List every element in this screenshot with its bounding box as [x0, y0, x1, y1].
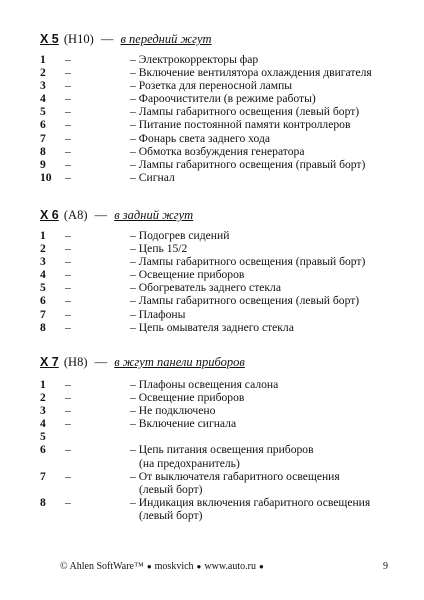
pin-description: – Включение сигнала [130, 417, 237, 431]
site-url: www.auto.ru [204, 561, 256, 572]
pin-number: 6 [40, 443, 46, 457]
heading-dash: — [94, 355, 108, 369]
pin-dash: – [65, 131, 71, 145]
pin-row [40, 145, 410, 158]
pin-row [40, 417, 410, 430]
pin-row [40, 378, 410, 391]
connector-alt-code: (H8) [63, 355, 88, 369]
pin-row [40, 105, 410, 118]
bullet-separator: ● [146, 562, 152, 571]
pin-dash: – [65, 105, 71, 119]
pin-number: 7 [40, 469, 46, 483]
harness-destination: в жгут панели приборов [114, 355, 245, 369]
pin-number: 6 [40, 294, 46, 308]
pin-row [40, 281, 410, 294]
pin-number: 5 [40, 430, 46, 444]
section-heading [40, 207, 410, 223]
heading-dash: — [100, 32, 114, 46]
pin-list [40, 378, 410, 523]
pin-number: 7 [40, 307, 46, 321]
section-x6 [40, 207, 410, 334]
connector-code: X 7 [40, 355, 59, 369]
pin-description: – Лампы габаритного освещения (правый борт) [130, 157, 366, 171]
connector-code: X 5 [40, 32, 59, 46]
pin-row [40, 255, 410, 268]
pin-number: 1 [40, 229, 46, 242]
pin-dash: – [65, 417, 71, 431]
pin-dash: – [65, 66, 71, 80]
pin-description: – Не подключено [130, 404, 216, 418]
pin-description: – Лампы габаритного освещения (левый борт) [130, 294, 360, 308]
pin-number: 2 [40, 242, 46, 256]
pin-description: – Фонарь света заднего хода [130, 131, 271, 145]
site-name: moskvich [154, 561, 194, 572]
pin-number: 5 [40, 281, 46, 295]
pin-number: 1 [40, 378, 46, 391]
pin-dash: – [65, 496, 71, 510]
pin-description: – Фароочистители (в режиме работы) [130, 92, 316, 106]
pin-row [40, 242, 410, 255]
pin-row [40, 79, 410, 92]
pin-description-continuation: (на предохранитель) [139, 456, 240, 470]
pin-dash: – [65, 118, 71, 132]
pin-dash: – [65, 157, 71, 171]
pin-dash: – [65, 242, 71, 256]
pin-dash: – [65, 79, 71, 93]
pin-number: 2 [40, 66, 46, 80]
pin-description: – Освещение приборов [130, 268, 245, 282]
bullet-separator: ● [196, 562, 202, 571]
pin-number: 9 [40, 157, 46, 171]
pin-row [40, 496, 410, 522]
pin-number: 2 [40, 391, 46, 405]
pin-number: 8 [40, 144, 46, 158]
pin-description: – Сигнал [130, 170, 175, 184]
pin-dash: – [65, 404, 71, 418]
pin-row [40, 321, 410, 334]
pin-number: 8 [40, 320, 46, 334]
pin-row [40, 308, 410, 321]
pin-description: – Плафоны [130, 307, 186, 321]
pin-description-continuation: (левый борт) [139, 482, 203, 496]
pin-dash: – [65, 320, 71, 334]
heading-dash: — [94, 208, 108, 222]
pin-row [40, 53, 410, 66]
pin-row [40, 229, 410, 242]
pin-dash: – [65, 255, 71, 269]
pin-row [40, 132, 410, 145]
pin-number: 4 [40, 417, 46, 431]
pin-description: – Цепь питания освещения приборов (на предохранитель) [130, 443, 314, 470]
pin-row [40, 443, 410, 469]
pin-description: – Освещение приборов [130, 391, 245, 405]
pin-dash: – [65, 268, 71, 282]
pin-description: – Лампы габаритного освещения (правый борт) [130, 255, 366, 269]
pin-number: 4 [40, 268, 46, 282]
pin-number: 10 [40, 170, 52, 184]
pin-dash: – [65, 229, 71, 242]
pin-row [40, 430, 410, 443]
footer-credits [60, 560, 267, 574]
pin-description: – Обмотка возбуждения генератора [130, 144, 305, 158]
pin-description: – Лампы габаритного освещения (левый борт) [130, 105, 360, 119]
pin-number: 5 [40, 105, 46, 119]
pin-row [40, 268, 410, 281]
pin-row [40, 294, 410, 307]
section-x7 [40, 354, 410, 523]
pin-row [40, 470, 410, 496]
pin-dash: – [65, 443, 71, 457]
connector-alt-code: (A8) [63, 208, 88, 222]
pin-row [40, 171, 410, 184]
pin-description: – Плафоны освещения салона [130, 378, 279, 391]
pin-dash: – [65, 170, 71, 184]
pin-row [40, 404, 410, 417]
section-heading [40, 354, 410, 370]
copyright-text: © Ahlen SoftWare™ [60, 561, 144, 572]
pin-description: – Подогрев сидений [130, 229, 230, 242]
pin-dash: – [65, 294, 71, 308]
pin-row [40, 66, 410, 79]
page-number: 9 [383, 561, 388, 572]
pin-number: 3 [40, 404, 46, 418]
pin-dash: – [65, 391, 71, 405]
pin-dash: – [65, 469, 71, 483]
pin-number: 7 [40, 131, 46, 145]
pin-dash: – [65, 144, 71, 158]
pin-description: – Цепь омывателя заднего стекла [130, 320, 294, 334]
section-x5 [40, 31, 410, 184]
pin-description: – Розетка для переносной лампы [130, 79, 293, 93]
pin-description: – Электрокорректоры фар [130, 53, 259, 66]
pin-row [40, 391, 410, 404]
pin-list [40, 229, 410, 334]
pin-dash: – [65, 53, 71, 66]
pin-number: 3 [40, 255, 46, 269]
pin-list [40, 53, 410, 184]
pin-description: – Цепь 15/2 [130, 242, 188, 256]
page-footer [0, 560, 424, 574]
pin-dash: – [65, 378, 71, 391]
pin-number: 8 [40, 496, 46, 510]
pin-number: 4 [40, 92, 46, 106]
pin-row [40, 158, 410, 171]
harness-destination: в передний жгут [120, 32, 212, 46]
harness-destination: в задний жгут [114, 208, 194, 222]
pin-dash: – [65, 307, 71, 321]
pin-description-continuation: (левый борт) [139, 509, 203, 523]
pin-description: – Питание постоянной памяти контроллеров [130, 118, 351, 132]
pin-row [40, 118, 410, 131]
pin-description: – Включение вентилятора охлаждения двигателя [130, 66, 372, 80]
bullet-separator: ● [258, 562, 264, 571]
pin-row [40, 92, 410, 105]
connector-alt-code: (H10) [63, 32, 94, 46]
pin-number: 3 [40, 79, 46, 93]
pin-number: 6 [40, 118, 46, 132]
pin-number: 1 [40, 53, 46, 66]
pin-description: – Индикация включения габаритного освещения (левый борт) [130, 496, 371, 523]
pin-dash: – [65, 92, 71, 106]
connector-code: X 6 [40, 208, 59, 222]
pin-description: – Обогреватель заднего стекла [130, 281, 281, 295]
pin-description: – От выключателя габаритного освещения (левый борт) [130, 469, 340, 496]
pin-dash: – [65, 281, 71, 295]
section-heading [40, 31, 410, 47]
